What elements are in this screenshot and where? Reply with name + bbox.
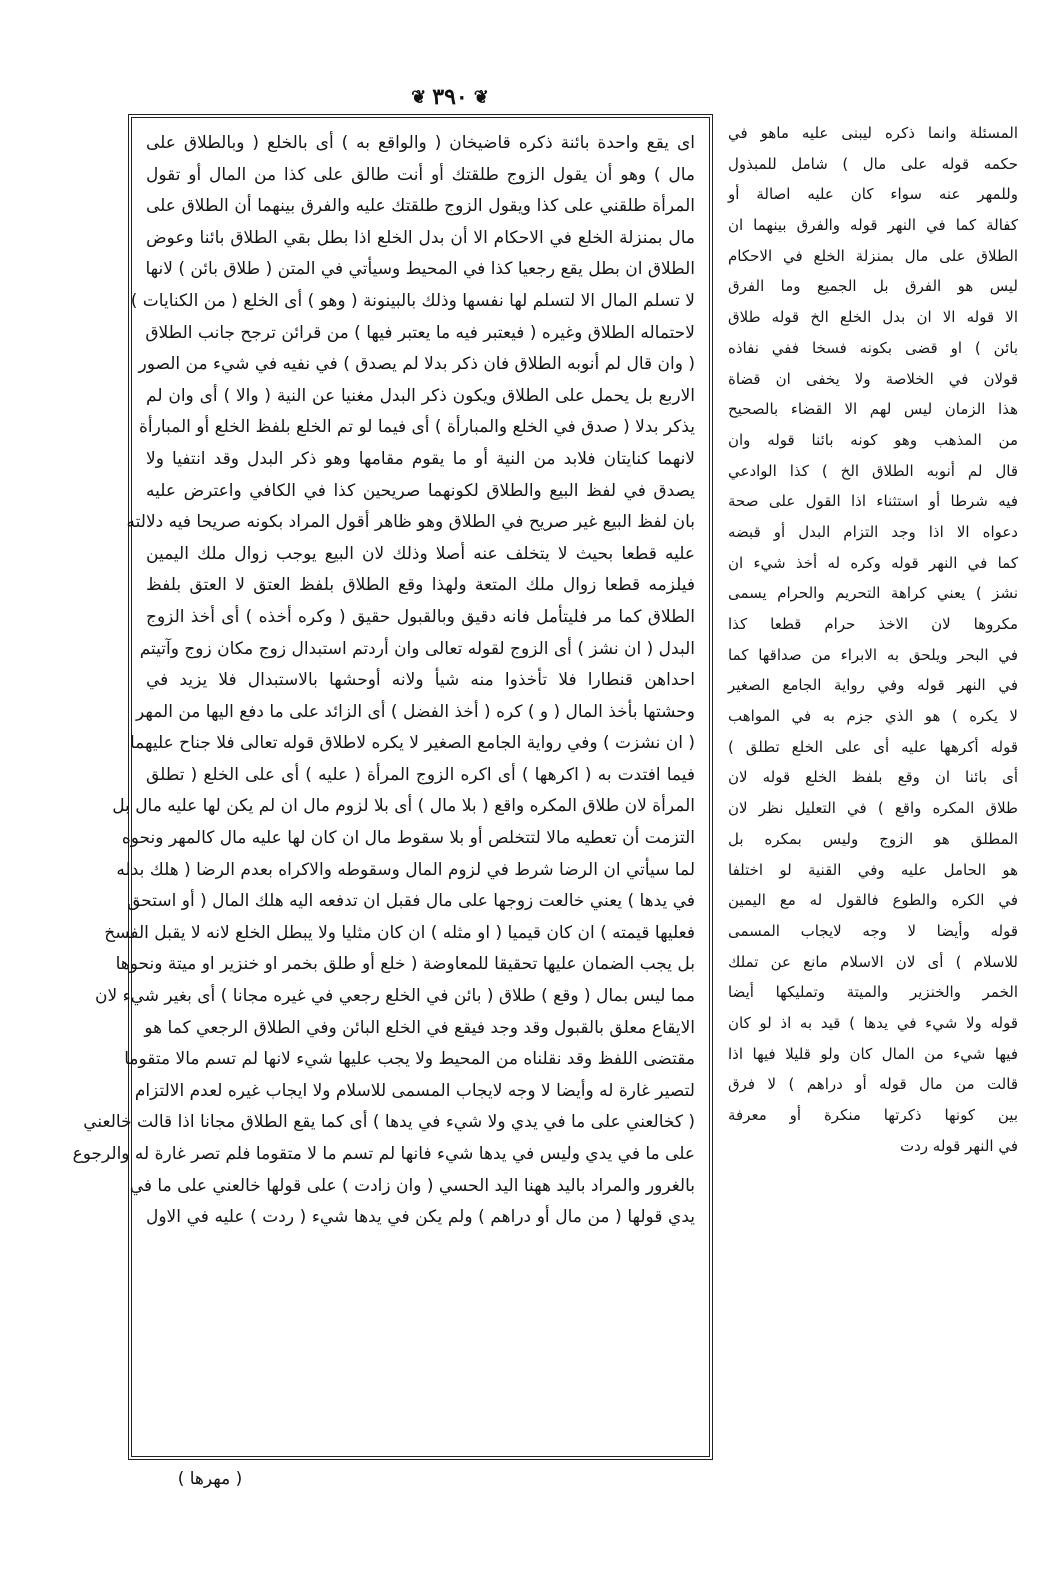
- margin-text-line: في النهر قوله ردت: [899, 1136, 1018, 1155]
- margin-text-line: قوله وأيضا لا وجه لايجاب المسمى: [728, 921, 1018, 940]
- margin-text-line: مكروها لان الاخذ حرام قطعا كذا: [728, 615, 1018, 633]
- margin-text-line: ليس هو الفرق بل الجميع وما الفرق: [728, 277, 1018, 296]
- margin-text-line: في الكره والطوع فالقول له مع اليمين: [728, 891, 1018, 910]
- main-text-line: فعليها قيمته ) ان كان قيميا ( او مثله ) ان كان مثليا ولا يبطل الخلع لانه لا يقبل الفسخ: [104, 922, 695, 943]
- margin-text-line: لا يكره ) هو الذي جزم به في المواهب: [728, 707, 1018, 726]
- main-text-line: الطلاق كما مر فليتأمل فانه دقيق وبالقبول حقيق ( وكره أخذه ) أى أخذ الزوج: [146, 606, 695, 627]
- ornament-left: ❦: [473, 86, 489, 108]
- margin-text-line: قالت من مال قوله أو دراهم ) لا فرق: [728, 1075, 1018, 1094]
- margin-text-line: الطلاق على مال بمنزلة الخلع في الاحكام: [728, 246, 1018, 265]
- margin-text-line: أى بائنا ان وقع بلفظ الخلع قوله لان: [728, 768, 1018, 787]
- main-text-line: لا تسلم المال الا لتسلم لها نفسها وذلك بالبينونة ( وهو ) أى الخلع ( من الكنايات ): [130, 290, 695, 311]
- main-text-line: على ما في يدي وليس في يدها شيء فانها لم تسم ما لا متقوما فلم تصر غارة له والرجوع: [72, 1144, 695, 1164]
- margin-text-line: وللمهر عنه سواء كان عليه اصالة أو: [728, 185, 1018, 204]
- main-text-line: المرأة طلقني على كذا ويقول الزوج طلقتك عليه والفرق بينهما أن الطلاق على: [146, 196, 695, 217]
- main-text-line: اى يقع واحدة بائنة ذكره قاضيخان ( والواقع به ) أى بالخلع ( وبالطلاق على: [146, 133, 695, 153]
- margin-text-line: قولان في الخلاصة ولا يخفى ان قضاة: [728, 369, 1018, 388]
- main-text-line: وحشتها بأخذ المال ( و ) كره ( أخذ الفضل ) أى الزائد على ما دفع اليها من المهر: [136, 701, 695, 722]
- margin-text-line: فيه شرطا أو استثناء اذا القول على صحة: [728, 492, 1018, 511]
- margin-text-line: المسئلة وانما ذكره ليبنى عليه ماهو في: [728, 124, 1018, 142]
- margin-text-line: في البحر ويلحق به الابراء من صداقها كما: [728, 645, 1018, 664]
- page-header: [380, 82, 520, 112]
- main-text-line: لانهما كنايتان فلابد من النية أو ما يقوم مقامها وهو ذكر البدل وقد انتفيا ولا: [146, 448, 695, 469]
- margin-text-line: نشز ) يعني كراهة التحريم والحرام يسمى: [728, 584, 1018, 603]
- main-text-line: بان لفظ البيع غير صريح في الطلاق وهو ظاهر أقول المراد بكونه صريحا فيه دلالته: [126, 512, 695, 533]
- margin-text-line: من المذهب وهو كونه بائنا قوله وان: [728, 430, 1018, 449]
- main-text-line: البدل ( ان نشز ) أى الزوج لقوله تعالى وان أردتم استبدال زوج مكان زوج وآتيتم: [139, 638, 695, 659]
- main-text-line: المرأة لان طلاق المكره واقع ( بلا مال ) أى بلا لزوم مال ان لم يكن لها عليه مال بل: [112, 796, 695, 817]
- margin-text-line: بائن ) او قضى بكونه فسخا ففي نفاذه: [728, 338, 1018, 357]
- main-text-line: عليه قطعا بحيث لا يتخلف عنه أصلا وذلك لان البيع يوجب زوال ملك اليمين: [146, 543, 695, 564]
- marginal-commentary: [728, 118, 1018, 1248]
- main-text-line: يذكر بدلا ( صدق في الخلع والمبارأة ) أى فيما لو تم الخلع بلفظ الخلع أو المبارأة: [138, 417, 695, 438]
- main-text-line: في يدها ) يعني خالعت زوجها على مال فقبل ان تدفعه اليه هلك المال ( أو استحق: [127, 891, 695, 912]
- main-text-line: بل يجب الضمان عليها تحقيقا للمعاوضة ( خلع أو طلق بخمر او خنزير او ميتة ونحوها: [115, 954, 695, 975]
- margin-text-line: طلاق المكره واقع ) في التعليل نظر لان: [728, 799, 1018, 818]
- main-text-line: الطلاق ان بطل يقع رجعيا كذا في المحيط وسيأتي في المتن ( طلاق بائن ) لانها: [145, 259, 695, 280]
- margin-text-line: دعواه الا اذا وجد التزام البدل أو قبضه: [728, 522, 1018, 541]
- main-text-line: بالغرور والمراد باليد ههنا اليد الحسي ( وان زادت ) على قولها خالعني على ما في: [129, 1175, 695, 1196]
- margin-text-line: قوله ولا شيء في يدها ) قيد به اذ لو كان: [728, 1013, 1018, 1032]
- margin-text-line: للاسلام ) أى لان الاسلام مانع عن تملك: [728, 952, 1018, 971]
- main-text-line: احداهن قنطارا فلا تأخذوا منه شيأ ولانه أوحشها بالاستبدال فلا يزيد في: [146, 670, 695, 691]
- margin-text-line: هو الحامل عليه وفي القنية لو اختلفا: [728, 860, 1018, 879]
- margin-text-line: المطلق هو الزوج وليس بمكره بل: [728, 829, 1018, 848]
- margin-text-line: الا قوله الا ان بدل الخلع الخ قوله طلاق: [728, 308, 1018, 327]
- main-text-line: ( كخالعني على ما في يدي ولا شيء في يدها ) أى كما يقع الطلاق مجانا اذا قالت خالعني: [83, 1112, 695, 1133]
- margin-text-line: كفالة كما في النهر قوله والفرق بينهما ان: [728, 216, 1018, 235]
- page-number: ٣٩٠: [432, 84, 468, 110]
- main-text-line: مال ) وهو أن يقول الزوج طلقتك أو أنت طالق على كذا من المال أو تقول: [146, 164, 695, 185]
- margin-text-line: في النهر قوله وفي رواية الجامع الصغير: [728, 676, 1018, 695]
- margin-text-line: حكمه قوله على مال ) شامل للمبذول: [728, 154, 1018, 173]
- ornament-right: ❦: [411, 86, 427, 108]
- margin-text-line: الخمر والخنزير والميتة وتمليكها أيضا: [728, 983, 1018, 1002]
- main-text-line: لاحتماله الطلاق وغيره ( فيعتبر فيه ما يعتبر فيها ) من قرائن ترجح جانب الطلاق: [145, 322, 695, 343]
- margin-text-line: قوله أكرهها عليه أى على الخلع تطلق ): [728, 737, 1018, 756]
- margin-text-line: كما في النهر قوله وكره له أخذ شيء ان: [728, 553, 1018, 572]
- margin-text-line: فيها شيء من المال كان ولو قليلا فيها اذا: [728, 1044, 1018, 1063]
- margin-text-line: قال لم أنوبه الطلاق الخ ) كذا الوادعي: [728, 461, 1018, 480]
- main-text-line: مقتضى اللفظ وقد نقلناه من المحيط ولا يجب عليها شيء لانها لم تسم مالا متقوما: [124, 1049, 695, 1070]
- main-text-line: فيلزمه قطعا زوال ملك المتعة ولهذا وقع الطلاق بلفظ العتق لا العتق بلفظ: [146, 575, 695, 596]
- margin-text-line: بين كونها ذكرتها منكرة أو معرفة: [728, 1106, 1018, 1124]
- main-text-line: فيما افتدت به ( اكرهها ) أى اكره الزوج المرأة ( عليه ) أى على الخلع ( تطلق: [146, 764, 695, 785]
- main-text-line: يدي قولها ( من مال أو دراهم ) ولم يكن في يدها شيء ( ردت ) عليه في الاول: [146, 1207, 695, 1228]
- main-text-line: لتصير غارة له وأيضا لا وجه لايجاب المسمى للاسلام ولا ايجاب غيره لعدم الالتزام: [134, 1080, 695, 1101]
- main-text-block: [72, 128, 695, 1448]
- margin-text-line: هذا الزمان ليس لهم الا القضاء بالصحيح: [728, 400, 1018, 419]
- main-text-line: التزمت أن تعطيه مالا لتتخلص أو بلا سقوط مال ان كان لها عليه مال كالمهر ونحوه: [121, 828, 695, 849]
- main-text-line: مال بمنزلة الخلع في الاحكام الا أن بدل الخلع اذا بطل بقي الطلاق بائنا وعوض: [146, 227, 695, 248]
- main-text-line: مما ليس بمال ( وقع ) طلاق ( بائن في الخلع رجعي في غيره مجانا ) أى بغير شيء لان: [95, 986, 695, 1007]
- main-text-line: ( وان قال لم أنوبه الطلاق فان ذكر بدلا لم يصدق ) في نفيه في شيء من الصور: [138, 354, 695, 375]
- catchword: ( مهرها ): [177, 1469, 243, 1489]
- main-text-line: الاربع بل يحمل على الطلاق ويكون ذكر البدل مغنيا عن النية ( والا ) أى وان لم: [146, 385, 695, 406]
- main-text-line: الايقاع معلق بالقبول وقد وجد فيقع في الخلع البائن وفي الطلاق الرجعي كما هو: [144, 1017, 695, 1038]
- main-text-line: لما سيأتي ان الرضا شرط في لزوم المال وسقوطه والاكراه بعدم الرضا ( هلك بدله: [116, 859, 695, 880]
- main-text-line: يصدق في لفظ البيع والطلاق لكونهما صريحين كذا في الكافي واعترض عليه: [146, 480, 695, 501]
- main-text-line: ( ان نشزت ) وفي رواية الجامع الصغير لا يكره لاطلاق قوله تعالى فلا جناح عليهما: [129, 733, 695, 754]
- main-text-frame: [72, 114, 713, 1460]
